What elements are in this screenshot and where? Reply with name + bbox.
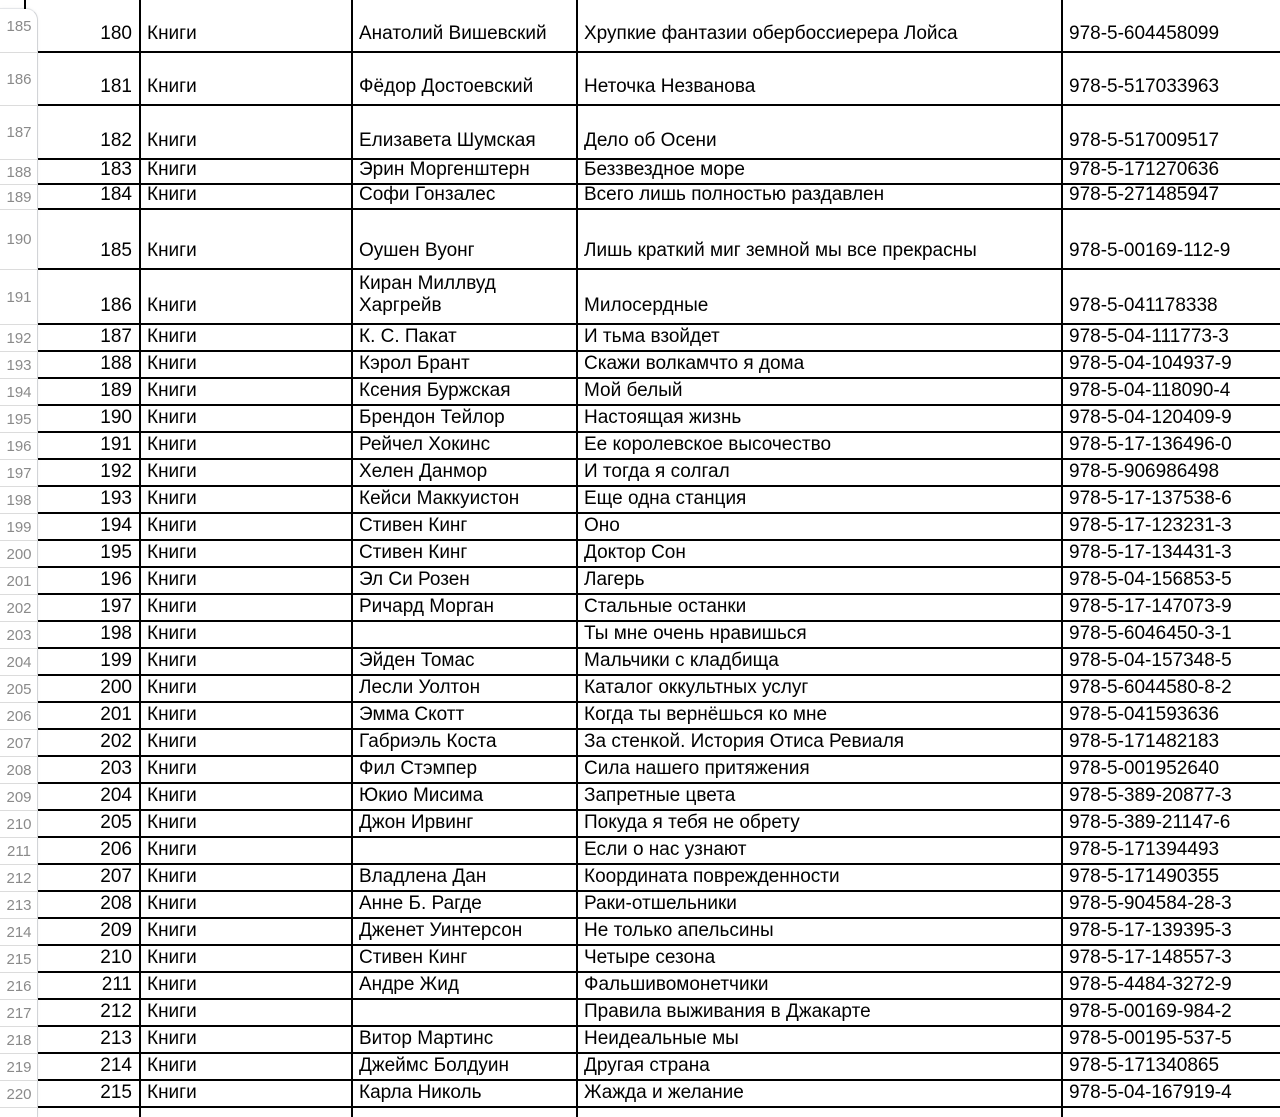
row-number-header[interactable] bbox=[0, 1108, 38, 1117]
cell-author[interactable]: Стивен Кинг bbox=[351, 946, 576, 973]
cell-isbn[interactable] bbox=[1061, 1108, 1280, 1117]
table-row bbox=[0, 946, 1280, 973]
table-row bbox=[0, 622, 1280, 649]
table-row bbox=[0, 270, 1280, 325]
cell-category[interactable]: Книги bbox=[139, 106, 351, 160]
cell-item-number[interactable]: 191 bbox=[38, 433, 139, 460]
cell-isbn[interactable]: 978-5-389-20877-3 bbox=[1061, 784, 1280, 811]
cell-item-number[interactable]: 211 bbox=[38, 973, 139, 1000]
table-row bbox=[0, 811, 1280, 838]
cell-author[interactable]: Дженет Уинтерсон bbox=[351, 919, 576, 946]
cell-category[interactable]: Книги bbox=[139, 595, 351, 622]
cell-author[interactable]: Лесли Уолтон bbox=[351, 676, 576, 703]
cell-category[interactable]: Книги bbox=[139, 352, 351, 379]
cell-author[interactable]: Оушен Вуонг bbox=[351, 210, 576, 270]
cell-item-number[interactable]: 208 bbox=[38, 892, 139, 919]
cell-category[interactable]: Книги bbox=[139, 406, 351, 433]
cell-title[interactable]: Правила выживания в Джакарте bbox=[576, 1000, 1061, 1027]
cell-category[interactable]: Книги bbox=[139, 325, 351, 352]
table-row bbox=[0, 406, 1280, 433]
table-row bbox=[0, 160, 1280, 185]
cell-title[interactable]: И тьма взойдет bbox=[576, 325, 1061, 352]
table-row bbox=[0, 1000, 1280, 1027]
cell-author[interactable]: Хелен Данмор bbox=[351, 460, 576, 487]
row-number-header[interactable]: 198 bbox=[0, 487, 38, 514]
table-row bbox=[0, 757, 1280, 784]
cell-title[interactable]: Покуда я тебя не обрету bbox=[576, 811, 1061, 838]
cell-item-number[interactable]: 215 bbox=[38, 1081, 139, 1108]
table-row bbox=[0, 325, 1280, 352]
cell-title[interactable]: Раки-отшельники bbox=[576, 892, 1061, 919]
cell-category[interactable]: Книги bbox=[139, 649, 351, 676]
cell-title[interactable]: Неточка Незванова bbox=[576, 53, 1061, 106]
cell-isbn[interactable]: 978-5-04-120409-9 bbox=[1061, 406, 1280, 433]
cell-item-number[interactable]: 202 bbox=[38, 730, 139, 757]
cell-isbn[interactable]: 978-5-17-147073-9 bbox=[1061, 595, 1280, 622]
cell-item-number[interactable]: 213 bbox=[38, 1027, 139, 1054]
cell-isbn[interactable]: 978-5-17-139395-3 bbox=[1061, 919, 1280, 946]
cell-author[interactable]: Владлена Дан bbox=[351, 865, 576, 892]
cell-title[interactable]: Не только апельсины bbox=[576, 919, 1061, 946]
cell-title[interactable]: Запретные цвета bbox=[576, 784, 1061, 811]
cell-category[interactable]: Книги bbox=[139, 892, 351, 919]
cell-title[interactable]: Координата поврежденности bbox=[576, 865, 1061, 892]
cell-item-number[interactable]: 182 bbox=[38, 106, 139, 160]
row-number-header[interactable]: 186 bbox=[0, 53, 38, 106]
row-number-header[interactable]: 201 bbox=[0, 568, 38, 595]
cell-author[interactable]: Киран Миллвуд Харгрейв bbox=[351, 270, 576, 325]
cell-title[interactable]: Скажи волкамчто я дома bbox=[576, 352, 1061, 379]
cell-isbn[interactable]: 978-5-17-123231-3 bbox=[1061, 514, 1280, 541]
row-number-header[interactable]: 204 bbox=[0, 649, 38, 676]
cell-isbn[interactable]: 978-5-04-111773-3 bbox=[1061, 325, 1280, 352]
cell-item-number[interactable]: 181 bbox=[38, 53, 139, 106]
row-number-header[interactable]: 214 bbox=[0, 919, 38, 946]
row-number-header[interactable]: 207 bbox=[0, 730, 38, 757]
cell-author[interactable]: Рейчел Хокинс bbox=[351, 433, 576, 460]
row-number-header[interactable]: 190 bbox=[0, 210, 38, 270]
cell-author[interactable]: Фил Стэмпер bbox=[351, 757, 576, 784]
cell-item-number[interactable]: 206 bbox=[38, 838, 139, 865]
cell-item-number[interactable]: 204 bbox=[38, 784, 139, 811]
cell-category[interactable]: Книги bbox=[139, 1027, 351, 1054]
cell-category[interactable] bbox=[139, 1108, 351, 1117]
table-row bbox=[0, 892, 1280, 919]
cell-title[interactable]: Дело об Осени bbox=[576, 106, 1061, 160]
row-number-header[interactable]: 205 bbox=[0, 676, 38, 703]
cell-author[interactable]: Анатолий Вишевский bbox=[351, 0, 576, 53]
cell-author[interactable]: Софи Гонзалес bbox=[351, 185, 576, 210]
cell-author[interactable] bbox=[351, 1000, 576, 1027]
cell-title[interactable]: Милосердные bbox=[576, 270, 1061, 325]
cell-isbn[interactable]: 978-5-4484-3272-9 bbox=[1061, 973, 1280, 1000]
cell-category[interactable]: Книги bbox=[139, 622, 351, 649]
cell-category[interactable]: Книги bbox=[139, 487, 351, 514]
cell-item-number[interactable]: 188 bbox=[38, 352, 139, 379]
cell-category[interactable]: Книги bbox=[139, 676, 351, 703]
cell-author[interactable]: Кэрол Брант bbox=[351, 352, 576, 379]
cell-title[interactable]: За стенкой. История Отиса Ревиаля bbox=[576, 730, 1061, 757]
table-row bbox=[0, 649, 1280, 676]
cell-category[interactable]: Книги bbox=[139, 514, 351, 541]
cell-category[interactable]: Книги bbox=[139, 379, 351, 406]
cell-category[interactable]: Книги bbox=[139, 865, 351, 892]
cell-isbn[interactable]: 978-5-17-134431-3 bbox=[1061, 541, 1280, 568]
cell-title[interactable]: Настоящая жизнь bbox=[576, 406, 1061, 433]
cell-item-number[interactable]: 185 bbox=[38, 210, 139, 270]
cell-author[interactable]: Эл Си Розен bbox=[351, 568, 576, 595]
cell-isbn[interactable]: 978-5-171482183 bbox=[1061, 730, 1280, 757]
cell-category[interactable]: Книги bbox=[139, 838, 351, 865]
cell-item-number[interactable]: 209 bbox=[38, 919, 139, 946]
cell-category[interactable]: Книги bbox=[139, 703, 351, 730]
cell-isbn[interactable]: 978-5-604458099 bbox=[1061, 0, 1280, 53]
cell-author[interactable]: Эйден Томас bbox=[351, 649, 576, 676]
cell-item-number[interactable] bbox=[38, 1108, 139, 1117]
cell-author[interactable]: Брендон Тейлор bbox=[351, 406, 576, 433]
cell-category[interactable]: Книги bbox=[139, 757, 351, 784]
cell-title[interactable]: Когда ты вернёшься ко мне bbox=[576, 703, 1061, 730]
cell-title[interactable]: И тогда я солгал bbox=[576, 460, 1061, 487]
table-row bbox=[0, 730, 1280, 757]
cell-item-number[interactable]: 187 bbox=[38, 325, 139, 352]
cell-isbn[interactable]: 978-5-00195-537-5 bbox=[1061, 1027, 1280, 1054]
row-number-header[interactable]: 197 bbox=[0, 460, 38, 487]
table-row bbox=[0, 1108, 1280, 1117]
cell-item-number[interactable]: 194 bbox=[38, 514, 139, 541]
cell-category[interactable]: Книги bbox=[139, 811, 351, 838]
cell-title[interactable]: Фальшивомонетчики bbox=[576, 973, 1061, 1000]
cell-item-number[interactable]: 207 bbox=[38, 865, 139, 892]
table-row bbox=[0, 487, 1280, 514]
cell-author[interactable]: Стивен Кинг bbox=[351, 514, 576, 541]
row-number-header[interactable]: 203 bbox=[0, 622, 38, 649]
cell-title[interactable]: Оно bbox=[576, 514, 1061, 541]
cell-item-number[interactable]: 205 bbox=[38, 811, 139, 838]
row-number-header[interactable]: 209 bbox=[0, 784, 38, 811]
cell-item-number[interactable]: 214 bbox=[38, 1054, 139, 1081]
row-number-header[interactable]: 210 bbox=[0, 811, 38, 838]
cell-author[interactable]: Эмма Скотт bbox=[351, 703, 576, 730]
row-number-header[interactable]: 189 bbox=[0, 185, 38, 210]
cell-author[interactable]: Габриэль Коста bbox=[351, 730, 576, 757]
cell-title[interactable]: Мой белый bbox=[576, 379, 1061, 406]
cell-isbn[interactable]: 978-5-17-148557-3 bbox=[1061, 946, 1280, 973]
row-number-header[interactable]: 193 bbox=[0, 352, 38, 379]
table-row bbox=[0, 973, 1280, 1000]
row-number-header[interactable]: 196 bbox=[0, 433, 38, 460]
row-number-header[interactable]: 200 bbox=[0, 541, 38, 568]
cell-item-number[interactable]: 199 bbox=[38, 649, 139, 676]
table-row bbox=[0, 379, 1280, 406]
cell-item-number[interactable]: 180 bbox=[38, 0, 139, 53]
cell-isbn[interactable]: 978-5-04-118090-4 bbox=[1061, 379, 1280, 406]
cell-title[interactable]: Еще одна станция bbox=[576, 487, 1061, 514]
table-row bbox=[0, 433, 1280, 460]
row-number-header[interactable]: 213 bbox=[0, 892, 38, 919]
table-row bbox=[0, 838, 1280, 865]
row-number-header[interactable]: 206 bbox=[0, 703, 38, 730]
table-row bbox=[0, 676, 1280, 703]
cell-category[interactable]: Книги bbox=[139, 185, 351, 210]
row-number-header[interactable]: 218 bbox=[0, 1027, 38, 1054]
cell-isbn[interactable]: 978-5-041593636 bbox=[1061, 703, 1280, 730]
table-row bbox=[0, 541, 1280, 568]
cell-title[interactable]: Беззвездное море bbox=[576, 160, 1061, 185]
cell-title[interactable] bbox=[576, 1108, 1061, 1117]
cell-isbn[interactable]: 978-5-171340865 bbox=[1061, 1054, 1280, 1081]
cell-isbn[interactable]: 978-5-04-157348-5 bbox=[1061, 649, 1280, 676]
cell-title[interactable]: Другая страна bbox=[576, 1054, 1061, 1081]
cell-category[interactable]: Книги bbox=[139, 568, 351, 595]
cell-author[interactable]: Ричард Морган bbox=[351, 595, 576, 622]
cell-item-number[interactable]: 196 bbox=[38, 568, 139, 595]
cell-isbn[interactable]: 978-5-271485947 bbox=[1061, 185, 1280, 210]
cell-author[interactable]: Фёдор Достоевский bbox=[351, 53, 576, 106]
row-number-header[interactable]: 208 bbox=[0, 757, 38, 784]
cell-item-number[interactable]: 183 bbox=[38, 160, 139, 185]
cell-isbn[interactable]: 978-5-17-136496-0 bbox=[1061, 433, 1280, 460]
cell-category[interactable]: Книги bbox=[139, 730, 351, 757]
table-row bbox=[0, 1027, 1280, 1054]
cell-category[interactable]: Книги bbox=[139, 946, 351, 973]
cell-author[interactable]: Эрин Моргенштерн bbox=[351, 160, 576, 185]
cell-category[interactable]: Книги bbox=[139, 460, 351, 487]
row-number-header[interactable]: 185 bbox=[0, 0, 38, 53]
cell-category[interactable]: Книги bbox=[139, 973, 351, 1000]
cell-isbn[interactable]: 978-5-6046450-3-1 bbox=[1061, 622, 1280, 649]
cell-title[interactable]: Лишь краткий миг земной мы все прекрасны bbox=[576, 210, 1061, 270]
cell-isbn[interactable]: 978-5-00169-984-2 bbox=[1061, 1000, 1280, 1027]
cell-title[interactable]: Лагерь bbox=[576, 568, 1061, 595]
cell-item-number[interactable]: 200 bbox=[38, 676, 139, 703]
cell-category[interactable]: Книги bbox=[139, 0, 351, 53]
cell-category[interactable]: Книги bbox=[139, 1054, 351, 1081]
row-number-header[interactable]: 220 bbox=[0, 1081, 38, 1108]
table-row bbox=[0, 784, 1280, 811]
cell-author[interactable] bbox=[351, 622, 576, 649]
cell-isbn[interactable]: 978-5-171270636 bbox=[1061, 160, 1280, 185]
row-number-header[interactable]: 199 bbox=[0, 514, 38, 541]
row-number-header[interactable]: 217 bbox=[0, 1000, 38, 1027]
cell-category[interactable]: Книги bbox=[139, 210, 351, 270]
cell-item-number[interactable]: 210 bbox=[38, 946, 139, 973]
cell-isbn[interactable]: 978-5-171490355 bbox=[1061, 865, 1280, 892]
cell-isbn[interactable]: 978-5-517033963 bbox=[1061, 53, 1280, 106]
cell-item-number[interactable]: 189 bbox=[38, 379, 139, 406]
cell-title[interactable]: Хрупкие фантазии обербоссиерера Лойса bbox=[576, 0, 1061, 53]
cell-isbn[interactable]: 978-5-904584-28-3 bbox=[1061, 892, 1280, 919]
cell-title[interactable]: Доктор Сон bbox=[576, 541, 1061, 568]
cell-category[interactable]: Книги bbox=[139, 433, 351, 460]
cell-author[interactable]: Джон Ирвинг bbox=[351, 811, 576, 838]
table-row bbox=[0, 53, 1280, 106]
cell-category[interactable]: Книги bbox=[139, 53, 351, 106]
row-number-header[interactable]: 212 bbox=[0, 865, 38, 892]
cell-author[interactable]: Витор Мартинс bbox=[351, 1027, 576, 1054]
cell-isbn[interactable]: 978-5-171394493 bbox=[1061, 838, 1280, 865]
table-row bbox=[0, 568, 1280, 595]
cell-item-number[interactable]: 203 bbox=[38, 757, 139, 784]
table-row bbox=[0, 865, 1280, 892]
cell-title[interactable]: Мальчики с кладбища bbox=[576, 649, 1061, 676]
row-number-header[interactable]: 215 bbox=[0, 946, 38, 973]
cell-item-number[interactable]: 192 bbox=[38, 460, 139, 487]
cell-isbn[interactable]: 978-5-041178338 bbox=[1061, 270, 1280, 325]
cell-author[interactable]: Стивен Кинг bbox=[351, 541, 576, 568]
cell-item-number[interactable]: 184 bbox=[38, 185, 139, 210]
table-row bbox=[0, 919, 1280, 946]
cell-title[interactable]: Неидеальные мы bbox=[576, 1027, 1061, 1054]
table-row bbox=[0, 703, 1280, 730]
table-row bbox=[0, 210, 1280, 270]
cell-title[interactable]: Сила нашего притяжения bbox=[576, 757, 1061, 784]
cell-isbn[interactable]: 978-5-389-21147-6 bbox=[1061, 811, 1280, 838]
cell-title[interactable]: Жажда и желание bbox=[576, 1081, 1061, 1108]
cell-author[interactable]: К. С. Пакат bbox=[351, 325, 576, 352]
cell-title[interactable]: Четыре сезона bbox=[576, 946, 1061, 973]
table-row bbox=[0, 352, 1280, 379]
row-number-header[interactable]: 187 bbox=[0, 106, 38, 160]
cell-item-number[interactable]: 193 bbox=[38, 487, 139, 514]
cell-title[interactable]: Ее королевское высочество bbox=[576, 433, 1061, 460]
cell-item-number[interactable]: 198 bbox=[38, 622, 139, 649]
row-number-header[interactable]: 219 bbox=[0, 1054, 38, 1081]
grid-corner-tick bbox=[24, 0, 26, 9]
cell-isbn[interactable]: 978-5-517009517 bbox=[1061, 106, 1280, 160]
table-row bbox=[0, 1081, 1280, 1108]
table-row bbox=[0, 1054, 1280, 1081]
cell-category[interactable]: Книги bbox=[139, 1000, 351, 1027]
cell-author[interactable]: Кейси Маккуистон bbox=[351, 487, 576, 514]
cell-author[interactable]: Джеймс Болдуин bbox=[351, 1054, 576, 1081]
cell-isbn[interactable]: 978-5-04-156853-5 bbox=[1061, 568, 1280, 595]
cell-author[interactable]: Елизавета Шумская bbox=[351, 106, 576, 160]
cell-author[interactable]: Карла Николь bbox=[351, 1081, 576, 1108]
cell-item-number[interactable]: 186 bbox=[38, 270, 139, 325]
row-number-header[interactable]: 216 bbox=[0, 973, 38, 1000]
row-number-header[interactable]: 202 bbox=[0, 595, 38, 622]
cell-item-number[interactable]: 212 bbox=[38, 1000, 139, 1027]
cell-item-number[interactable]: 197 bbox=[38, 595, 139, 622]
cell-isbn[interactable]: 978-5-04-104937-9 bbox=[1061, 352, 1280, 379]
cell-author[interactable]: Ксения Буржская bbox=[351, 379, 576, 406]
cell-isbn[interactable]: 978-5-04-167919-4 bbox=[1061, 1081, 1280, 1108]
cell-author[interactable]: Андре Жид bbox=[351, 973, 576, 1000]
cell-isbn[interactable]: 978-5-6044580-8-2 bbox=[1061, 676, 1280, 703]
cell-title[interactable]: Если о нас узнают bbox=[576, 838, 1061, 865]
cell-category[interactable]: Книги bbox=[139, 784, 351, 811]
table-row bbox=[0, 595, 1280, 622]
cell-title[interactable]: Стальные останки bbox=[576, 595, 1061, 622]
table-row bbox=[0, 185, 1280, 210]
table-row bbox=[0, 460, 1280, 487]
row-number-header[interactable]: 194 bbox=[0, 379, 38, 406]
table-row bbox=[0, 0, 1280, 53]
cell-title[interactable]: Всего лишь полностью раздавлен bbox=[576, 185, 1061, 210]
row-number-header[interactable]: 195 bbox=[0, 406, 38, 433]
cell-isbn[interactable]: 978-5-906986498 bbox=[1061, 460, 1280, 487]
row-number-header[interactable]: 192 bbox=[0, 325, 38, 352]
cell-isbn[interactable]: 978-5-001952640 bbox=[1061, 757, 1280, 784]
cell-isbn[interactable]: 978-5-17-137538-6 bbox=[1061, 487, 1280, 514]
cell-category[interactable]: Книги bbox=[139, 1081, 351, 1108]
cell-item-number[interactable]: 190 bbox=[38, 406, 139, 433]
cell-title[interactable]: Каталог оккультных услуг bbox=[576, 676, 1061, 703]
cell-author[interactable]: Юкио Мисима bbox=[351, 784, 576, 811]
cell-category[interactable]: Книги bbox=[139, 541, 351, 568]
cell-item-number[interactable]: 201 bbox=[38, 703, 139, 730]
cell-author[interactable] bbox=[351, 1108, 576, 1117]
cell-item-number[interactable]: 195 bbox=[38, 541, 139, 568]
cell-category[interactable]: Книги bbox=[139, 270, 351, 325]
cell-category[interactable]: Книги bbox=[139, 160, 351, 185]
row-number-header[interactable]: 188 bbox=[0, 160, 38, 185]
row-number-header[interactable]: 211 bbox=[0, 838, 38, 865]
cell-category[interactable]: Книги bbox=[139, 919, 351, 946]
cell-title[interactable]: Ты мне очень нравишься bbox=[576, 622, 1061, 649]
cell-author[interactable]: Анне Б. Рагде bbox=[351, 892, 576, 919]
table-row bbox=[0, 514, 1280, 541]
table-row bbox=[0, 106, 1280, 160]
row-number-header[interactable]: 191 bbox=[0, 270, 38, 325]
cell-author[interactable] bbox=[351, 838, 576, 865]
cell-isbn[interactable]: 978-5-00169-112-9 bbox=[1061, 210, 1280, 270]
